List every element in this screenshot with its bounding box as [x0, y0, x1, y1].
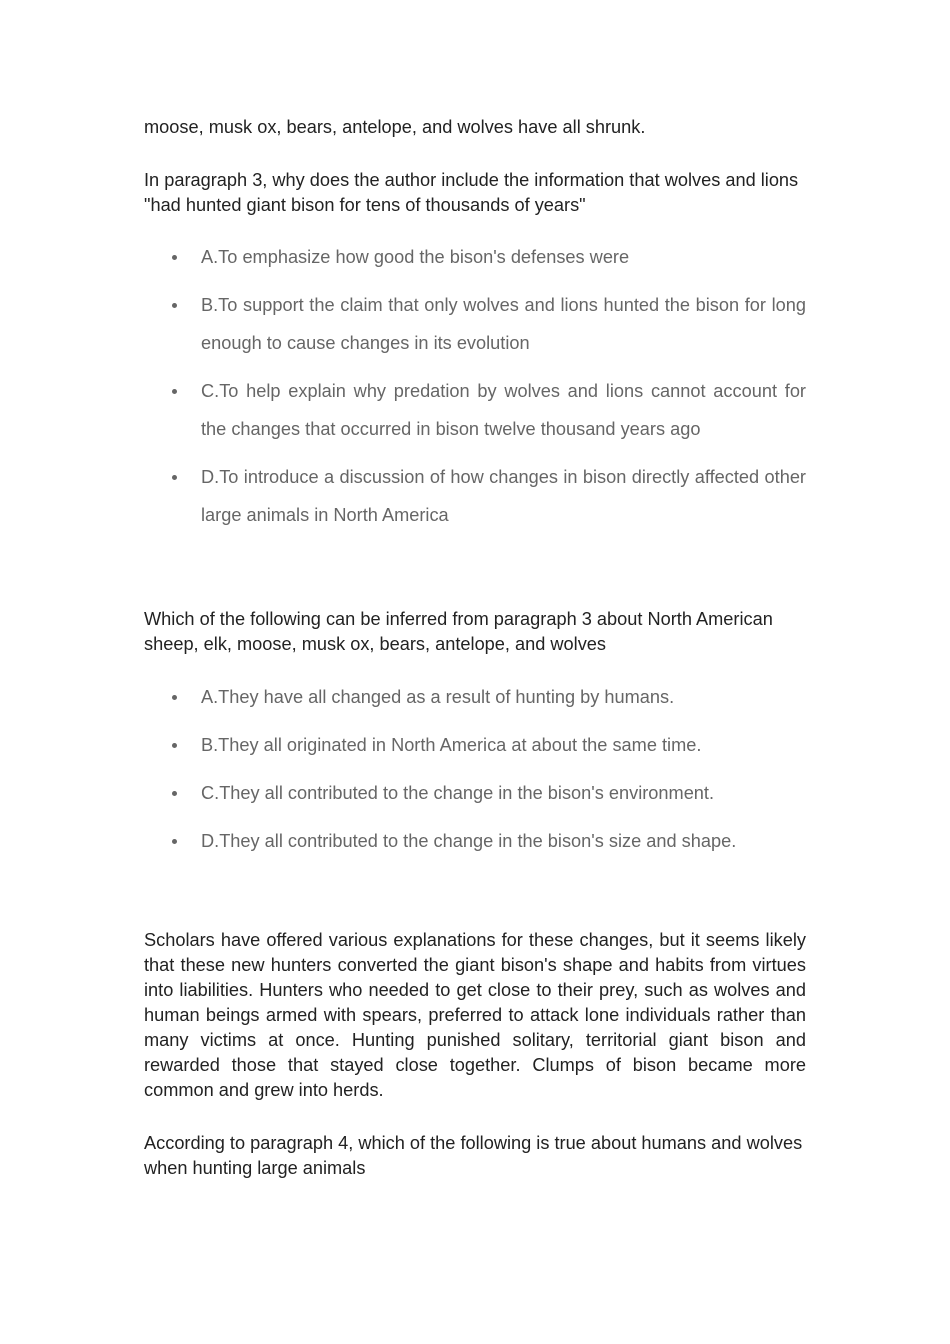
- option-label: B.To support the claim that only wolves and lions hunted the bison for long enough to cause changes in its evolution: [201, 295, 806, 353]
- question-1-text: In paragraph 3, why does the author include the information that wolves and lions "had hunted giant bison for tens of thousands of years": [144, 170, 799, 215]
- question-2-option-b[interactable]: [144, 726, 806, 764]
- question-3-text: According to paragraph 4, which of the following is true about humans and wolves when hunting large animals: [144, 1133, 803, 1178]
- bullet-icon: [172, 303, 177, 308]
- question-2-text: Which of the following can be inferred from paragraph 3 about North American sheep, elk, moose, musk ox, bears, antelope, and wolves: [144, 609, 773, 654]
- option-label: D.To introduce a discussion of how changes in bison directly affected other large animals in North America: [201, 467, 806, 525]
- question-1-option-b[interactable]: [144, 286, 806, 362]
- question-2-option-a[interactable]: [144, 678, 806, 716]
- question-2-options: [144, 678, 806, 860]
- question-1-options: [144, 238, 806, 534]
- bullet-icon: [172, 791, 177, 796]
- intro-fragment: moose, musk ox, bears, antelope, and wolves have all shrunk.: [144, 117, 646, 137]
- question-1-option-d[interactable]: [144, 458, 806, 534]
- option-label: C.To help explain why predation by wolves and lions cannot account for the changes that occurred in bison twelve thousand years ago: [201, 381, 806, 439]
- bullet-icon: [172, 475, 177, 480]
- question-2-option-d[interactable]: [144, 822, 806, 860]
- option-label: C.They all contributed to the change in the bison's environment.: [201, 783, 715, 803]
- option-label: D.They all contributed to the change in the bison's size and shape.: [201, 831, 737, 851]
- bullet-icon: [172, 255, 177, 260]
- document-page: [144, 115, 806, 1181]
- question-1-option-c[interactable]: [144, 372, 806, 448]
- option-label: A.They have all changed as a result of hunting by humans.: [201, 687, 675, 707]
- bullet-icon: [172, 389, 177, 394]
- paragraph-4: Scholars have offered various explanations for these changes, but it seems likely that these new hunters converted the giant bison's shape and habits from virtues into liabilities. Hunters who needed to get close to their prey, such as wolves and human beings armed with spears, preferred to attack lone individuals rather than many victims at once. Hunting punished solitary, territorial giant bison and rewarded those that stayed close together. Clumps of bison became more common and grew into herds.: [144, 930, 806, 1100]
- bullet-icon: [172, 839, 177, 844]
- bullet-icon: [172, 695, 177, 700]
- question-1-option-a[interactable]: [144, 238, 806, 276]
- option-label: B.They all originated in North America at about the same time.: [201, 735, 702, 755]
- question-2-option-c[interactable]: [144, 774, 806, 812]
- option-label: A.To emphasize how good the bison's defenses were: [201, 247, 630, 267]
- bullet-icon: [172, 743, 177, 748]
